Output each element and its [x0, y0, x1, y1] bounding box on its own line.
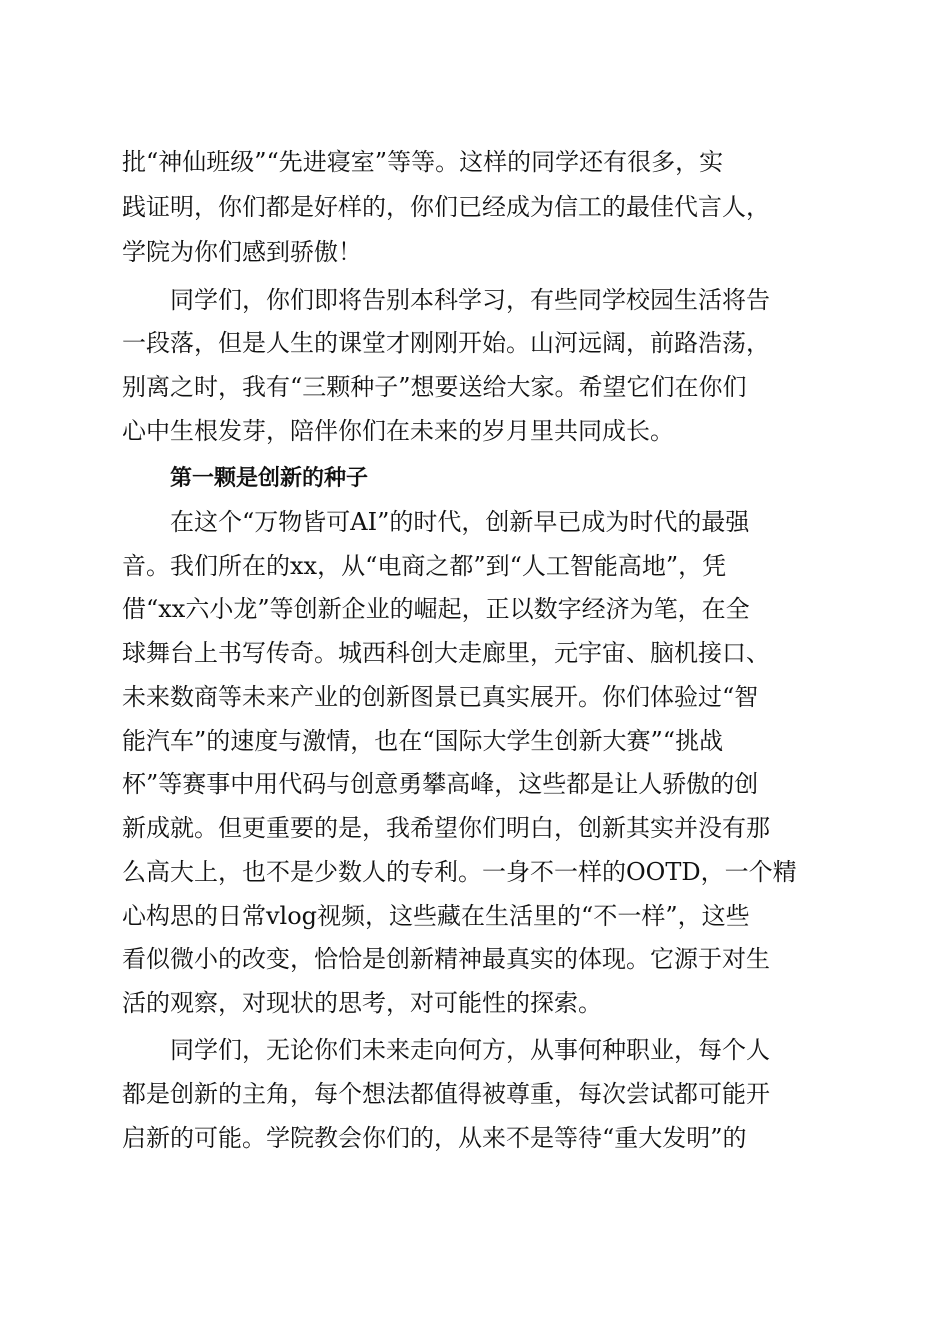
body-line-12: 球舞台上书写传奇。城西科创大走廊里，元宇宙、脑机接口、	[122, 639, 770, 667]
body-line-9: 在这个“万物皆可AI”的时代，创新早已成为时代的最强	[170, 508, 750, 536]
body-line-16: 新成就。但更重要的是，我希望你们明白，创新其实并没有那	[122, 814, 770, 842]
body-line-14: 能汽车”的速度与激情，也在“国际大学生创新大赛”“挑战	[122, 727, 724, 755]
body-line-20: 活的观察，对现状的思考，对可能性的探索。	[122, 989, 602, 1017]
body-line-7: 心中生根发芽，陪伴你们在未来的岁月里共同成长。	[122, 417, 674, 445]
body-line-19: 看似微小的改变，恰恰是创新精神最真实的体现。它源于对生	[122, 945, 770, 973]
body-line-13: 未来数商等未来产业的创新图景已真实展开。你们体验过“智	[122, 683, 759, 711]
body-line-22: 都是创新的主角，每个想法都值得被尊重，每次尝试都可能开	[122, 1080, 770, 1108]
body-line-11: 借“xx六小龙”等创新企业的崛起，正以数字经济为笔，在全	[122, 595, 750, 623]
body-line-17: 么高大上，也不是少数人的专利。一身不一样的OOTD，一个精	[122, 858, 797, 886]
body-line-3: 学院为你们感到骄傲！	[122, 238, 362, 266]
section-heading: 第一颗是创新的种子	[170, 465, 369, 491]
body-line-10: 音。我们所在的xx，从“电商之都”到“人工智能高地”，凭	[122, 552, 727, 580]
body-line-1: 批“神仙班级”“先进寝室”等等。这样的同学还有很多，实	[122, 148, 724, 176]
body-line-2: 践证明，你们都是好样的，你们已经成为信工的最佳代言人，	[122, 193, 770, 221]
body-line-5: 一段落，但是人生的课堂才刚刚开始。山河远阔，前路浩荡，	[122, 329, 770, 357]
body-line-23: 启新的可能。学院教会你们的，从来不是等待“重大发明”的	[122, 1124, 747, 1152]
body-line-15: 杯”等赛事中用代码与创意勇攀高峰，这些都是让人骄傲的创	[122, 770, 759, 798]
body-line-18: 心构思的日常vlog视频，这些藏在生活里的“不一样”，这些	[122, 902, 750, 930]
body-line-21: 同学们，无论你们未来走向何方，从事何种职业，每个人	[170, 1036, 770, 1064]
body-line-4: 同学们，你们即将告别本科学习，有些同学校园生活将告	[170, 286, 770, 314]
body-line-6: 别离之时，我有“三颗种子”想要送给大家。希望它们在你们	[122, 373, 747, 401]
